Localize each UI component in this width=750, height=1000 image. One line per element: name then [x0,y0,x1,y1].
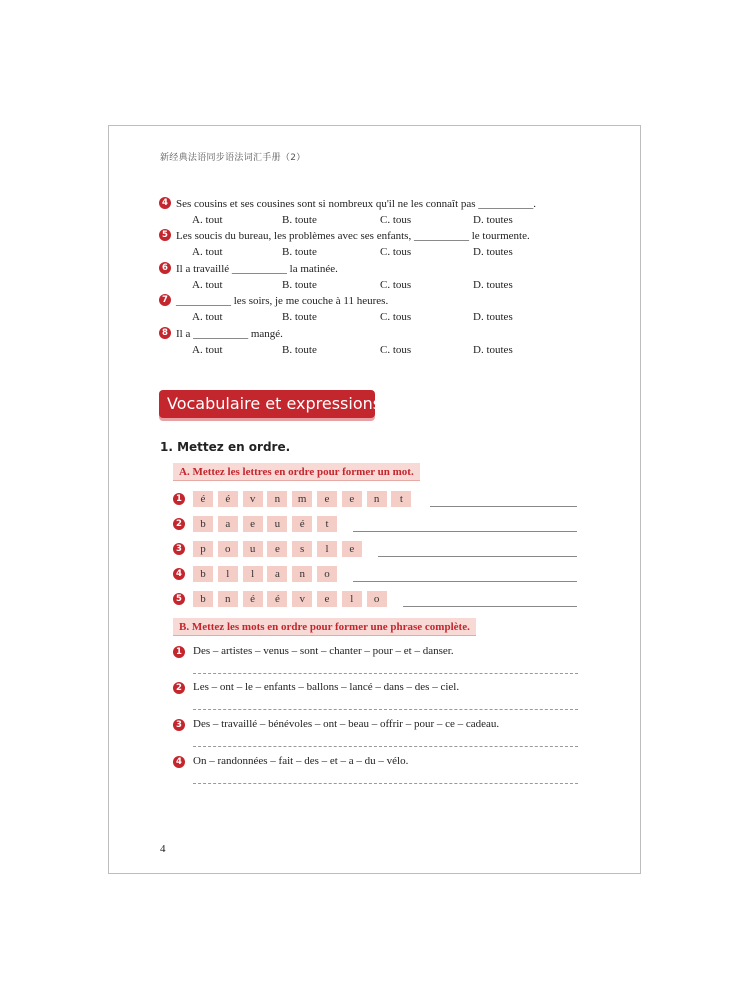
letter-box: e [243,516,263,532]
answer-line[interactable] [193,709,578,710]
page-number: 4 [160,843,166,855]
row-number: 1 [173,493,185,505]
letter-box: é [218,491,238,507]
option-a: A. tout [192,246,223,258]
question-number: 5 [159,229,171,241]
letter-row-4 [193,566,342,583]
letter-box: l [243,566,263,582]
letter-box: o [218,541,238,557]
letter-box: m [292,491,312,507]
option-d: D. toutes [473,214,513,226]
letter-box: a [218,516,238,532]
letter-box: b [193,566,213,582]
option-d: D. toutes [473,344,513,356]
row-number: 4 [173,756,185,768]
question-5 [162,229,530,243]
letter-box: u [267,516,287,532]
letter-box: e [342,491,362,507]
letter-box: é [243,591,263,607]
option-a: A. tout [192,279,223,291]
letter-box: é [267,591,287,607]
row-number: 2 [173,682,185,694]
letter-box: e [317,591,337,607]
option-b: B. toute [282,246,317,258]
letter-box: o [317,566,337,582]
option-b: B. toute [282,344,317,356]
exercise-title: 1. Mettez en ordre. [160,440,291,454]
letter-box: é [292,516,312,532]
row-number: 2 [173,518,185,530]
question-number: 6 [159,262,171,274]
scrambled-sentence-3: Des – travaillé – bénévoles – ont – beau – offrir – pour – ce – cadeau. [193,718,500,730]
question-text: Il a travaillé __________ la matinée. [176,263,338,275]
row-number: 3 [173,543,185,555]
question-number: 4 [159,197,171,209]
scrambled-sentence-4: On – randonnées – fait – des – et – a – du – vélo. [193,755,409,767]
letter-box: b [193,591,213,607]
row-number: 5 [173,593,185,605]
option-d: D. toutes [473,311,513,323]
letter-box: v [243,491,263,507]
letter-box: é [193,491,213,507]
option-a: A. tout [192,214,223,226]
row-number: 3 [173,719,185,731]
letter-box: a [267,566,287,582]
row-number: 4 [173,568,185,580]
option-b: B. toute [282,279,317,291]
question-number: 7 [159,294,171,306]
part-a-heading: A. Mettez les lettres en ordre pour former un mot. [173,463,420,481]
option-c: C. tous [380,311,412,323]
letter-box: p [193,541,213,557]
option-c: C. tous [380,246,412,258]
question-8 [162,327,283,341]
letter-box: n [267,491,287,507]
answer-line[interactable] [193,673,578,674]
option-a: A. tout [192,344,223,356]
letter-box: o [367,591,387,607]
scrambled-sentence-2: Les – ont – le – enfants – ballons – lancé – dans – des – ciel. [193,681,460,693]
option-d: D. toutes [473,279,513,291]
part-b-heading: B. Mettez les mots en ordre pour former une phrase complète. [173,618,476,636]
letter-row-2 [193,516,342,533]
letter-box: s [292,541,312,557]
question-text: Il a __________ mangé. [176,328,283,340]
letter-box: n [218,591,238,607]
letter-box: t [391,491,411,507]
question-6 [162,262,338,276]
letter-box: e [342,541,362,557]
option-c: C. tous [380,344,412,356]
question-text: Les soucis du bureau, les problèmes avec ses enfants, __________ le tourmente. [176,230,530,242]
answer-line[interactable] [353,531,577,532]
option-b: B. toute [282,311,317,323]
section-banner [159,390,382,418]
letter-box: l [218,566,238,582]
question-number: 8 [159,327,171,339]
scrambled-sentence-1: Des – artistes – venus – sont – chanter – pour – et – danser. [193,645,454,657]
option-b: B. toute [282,214,317,226]
question-7 [162,294,389,308]
answer-line[interactable] [378,556,577,557]
letter-row-3 [193,541,367,558]
answer-line[interactable] [193,783,578,784]
answer-line[interactable] [193,746,578,747]
option-d: D. toutes [473,246,513,258]
letter-box: e [267,541,287,557]
answer-line[interactable] [403,606,577,607]
answer-line[interactable] [430,506,577,507]
section-banner-title: Vocabulaire et expressions [167,394,382,413]
answer-line[interactable] [353,581,577,582]
letter-box: v [292,591,312,607]
letter-box: t [317,516,337,532]
letter-box: n [367,491,387,507]
letter-row-1 [193,491,416,508]
question-text: Ses cousins et ses cousines sont si nombreux qu'il ne les connaît pas __________. [176,198,537,210]
letter-box: e [317,491,337,507]
option-c: C. tous [380,279,412,291]
book-header: 新经典法语同步语法词汇手册（2） [160,153,306,163]
option-a: A. tout [192,311,223,323]
question-4 [162,197,537,211]
row-number: 1 [173,646,185,658]
letter-box: n [292,566,312,582]
letter-box: l [342,591,362,607]
letter-box: l [317,541,337,557]
letter-box: b [193,516,213,532]
option-c: C. tous [380,214,412,226]
letter-box: u [243,541,263,557]
question-text: __________ les soirs, je me couche à 11 heures. [176,295,389,307]
letter-row-5 [193,591,391,608]
